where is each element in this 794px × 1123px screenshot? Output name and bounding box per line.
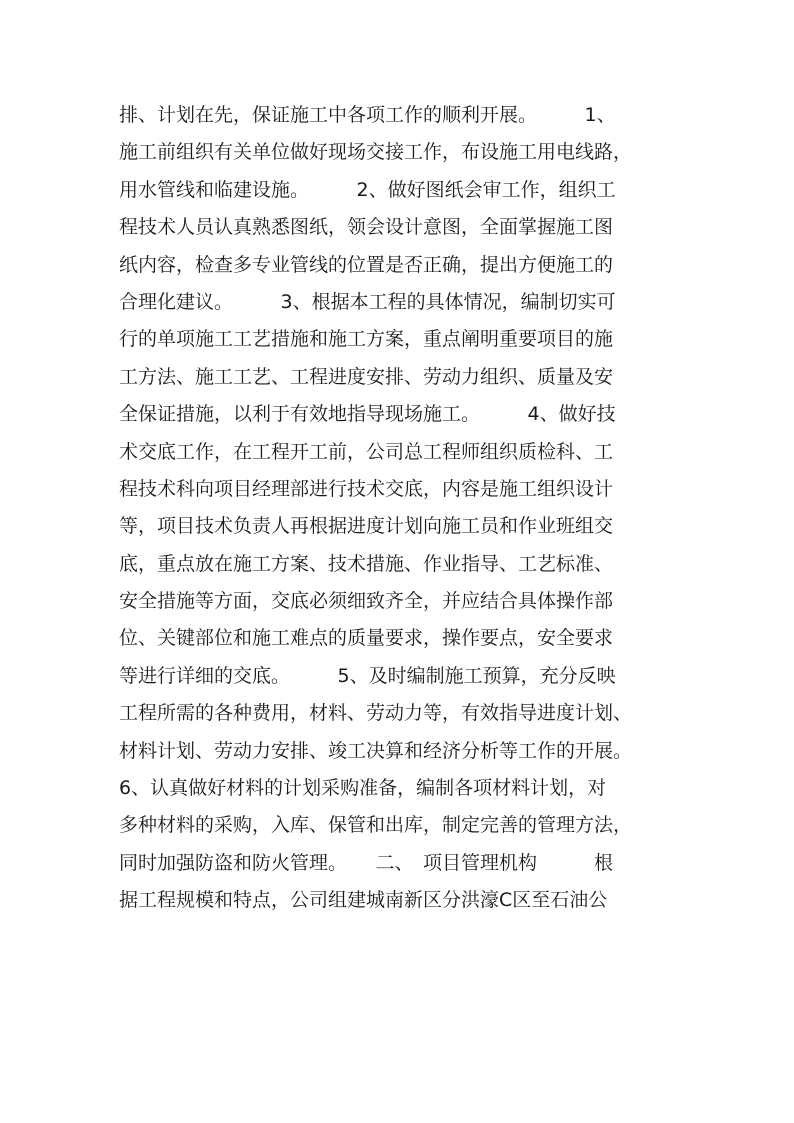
text-line: 多种材料的采购，入库、保管和出库，制定完善的管理方法， xyxy=(119,814,633,837)
text-line: 排、计划在先，保证施工中各项工作的顺利开展。 1、 xyxy=(119,104,616,126)
text-line: 程技术人员认真熟悉图纸，领会设计意图，全面掌握施工图 xyxy=(119,216,614,239)
text-line: 工程所需的各种费用，材料、劳动力等，有效指导进度计划、 xyxy=(119,702,633,725)
text-line: 合理化建议。 3、根据本工程的具体情况，编制切实可 xyxy=(119,290,616,313)
text-line: 等进行详细的交底。 5、及时编制施工预算，充分反映 xyxy=(119,664,616,687)
text-line: 同时加强防盗和防火管理。 二、 项目管理机构 根 xyxy=(119,851,614,874)
text-line: 底，重点放在施工方案、技术措施、作业指导、工艺标准、 xyxy=(119,552,614,575)
text-line: 位、关键部位和施工难点的质量要求，操作要点，安全要求 xyxy=(119,627,614,650)
text-line: 6、认真做好材料的计划采购准备，编制各项材料计划，对 xyxy=(119,777,607,800)
text-line: 工方法、施工工艺、工程进度安排、劳动力组织、质量及安 xyxy=(119,365,614,388)
text-line: 安全措施等方面，交底必须细致齐全，并应结合具体操作部 xyxy=(119,590,614,613)
body-text xyxy=(119,97,689,920)
text-line: 用水管线和临建设施。 2、做好图纸会审工作，组织工 xyxy=(119,178,616,201)
text-line: 纸内容，检查多专业管线的位置是否正确，提出方便施工的 xyxy=(119,253,614,276)
text-line: 程技术科向项目经理部进行技术交底，内容是施工组织设计 xyxy=(119,477,614,500)
text-line: 全保证措施，以利于有效地指导现场施工。 4、做好技 xyxy=(119,403,616,426)
text-line: 行的单项施工工艺措施和施工方案，重点阐明重要项目的施 xyxy=(119,328,614,351)
text-line: 施工前组织有关单位做好现场交接工作，布设施工用电线路， xyxy=(119,141,633,164)
text-line: 据工程规模和特点，公司组建城南新区分洪濠C区至石油公 xyxy=(119,889,608,912)
text-line: 等，项目技术负责人再根据进度计划向施工员和作业班组交 xyxy=(119,515,614,538)
text-line: 术交底工作，在工程开工前，公司总工程师组织质检科、工 xyxy=(119,440,614,463)
text-line: 材料计划、劳动力安排、竣工决算和经济分析等工作的开展。 xyxy=(119,739,633,762)
